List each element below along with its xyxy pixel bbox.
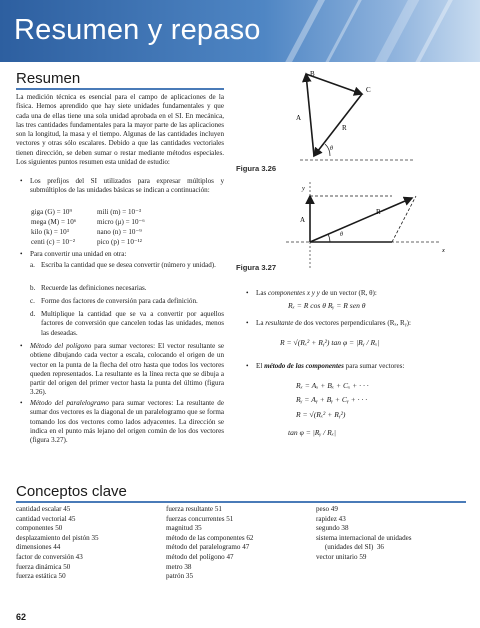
list-item: segundo 38 — [316, 524, 349, 533]
vector-r — [314, 94, 362, 156]
list-item: rapidez 43 — [316, 514, 346, 523]
step-label: b. — [30, 284, 36, 292]
section-rule — [16, 88, 224, 90]
banner-decoration — [275, 0, 332, 62]
bullet-dot: • — [246, 319, 249, 327]
list-item: factor de conversión 43 — [16, 552, 83, 561]
figure-parallelogram-method — [280, 180, 450, 270]
list-item: sistema internacional de unidades — [316, 533, 412, 542]
list-item: desplazamiento del pistón 35 — [16, 533, 99, 542]
list-item: patrón 35 — [166, 572, 193, 581]
step-c — [30, 297, 224, 306]
table-cell: kilo (k) = 10³ — [31, 228, 69, 237]
bullet-emphasis: componentes x y y — [268, 289, 320, 297]
equation-components: Rₓ = R cos θ Rᵧ = R sen θ — [288, 301, 366, 310]
vector-r — [310, 198, 412, 242]
step-text: Recuerde las definiciones necesarias. — [41, 284, 147, 292]
bullet-text: para sumar vectores: El vector resultante se obtiene dibujando cada vector a escala, colocando el origen de un vector en la punta de la flecha del otro hasta que todos los vectores queden representados. La resultante es la línea recta que se dibuja a partir del origen del primer vector hasta la punta del último (figura 3.26). — [30, 342, 225, 397]
figure-polygon-method — [280, 66, 420, 170]
label-c: C — [366, 86, 371, 94]
bullet-polygon-method — [20, 342, 224, 398]
table-cell: mega (M) = 10⁶ — [31, 218, 77, 227]
bullet-emphasis: Método del polígono — [30, 342, 92, 350]
bullet-text: para sumar vectores: — [343, 362, 405, 370]
banner-decoration — [365, 0, 425, 62]
label-r: R — [376, 208, 381, 216]
bullet-resultant — [246, 319, 466, 328]
label-theta: θ — [340, 232, 343, 238]
bullet-component-method — [246, 362, 466, 371]
equation-sum-y: Rᵧ = Aᵧ + Bᵧ + Cᵧ + · · · — [296, 395, 368, 404]
bullet-text: de un vector (R, θ): — [319, 289, 377, 297]
list-item: fuerza estática 50 — [16, 572, 66, 581]
table-cell: mili (m) = 10⁻³ — [97, 208, 141, 216]
list-item: método del paralelogramo 47 — [166, 543, 250, 552]
bullet-dot: • — [20, 342, 23, 350]
table-cell: nano (n) = 10⁻⁹ — [97, 228, 142, 237]
banner-decoration — [314, 0, 368, 62]
concept-column-3 — [316, 505, 412, 563]
equation-angle: tan φ = |Rᵧ / Rₓ| — [288, 428, 336, 437]
section-rule — [16, 501, 466, 503]
list-item: vector unitario 59 — [316, 552, 367, 561]
table-cell: centi (c) = 10⁻² — [31, 238, 75, 247]
list-item: metro 38 — [166, 562, 192, 571]
label-theta: θ — [330, 146, 333, 152]
bullet-text: de dos vectores perpendiculares (Rₓ, Rᵧ): — [293, 319, 411, 327]
concept-column-1 — [16, 505, 99, 582]
bullet-text: Las — [256, 289, 269, 297]
bullet-parallelogram-method — [20, 399, 224, 445]
list-item: fuerza resultante 51 — [166, 505, 222, 513]
list-item: componentes 50 — [16, 524, 63, 533]
bullet-text: La — [256, 319, 266, 327]
label-b: B — [310, 70, 315, 78]
bullet-dot: • — [20, 399, 23, 407]
intro-paragraph: La medición técnica es esencial para el campo de aplicaciones de la física. Hemos aprendido que hay siete unidades fundamentales y que cada una de ellas tiene una sola unidad aprobada en el SI. En mecánica, las tres cantidades fundamentales para la mayor parte de las aplicaciones son la longitud, la masa y el tiempo. Algunas de las cantidades incluyen vectores y otras sólo escalares. Debido a que las cantidades vectoriales tienen dirección, se deben sumar o restar mediante métodos especiales. Los siguientes puntos resumen esta unidad de estudio: — [16, 93, 224, 167]
concept-column-2 — [166, 505, 253, 582]
label-r: R — [342, 124, 347, 132]
vector-a — [306, 74, 314, 156]
list-item: cantidad vectorial 45 — [16, 514, 76, 523]
bullet-dot: • — [246, 362, 249, 370]
angle-arc — [328, 234, 330, 242]
list-item: método del polígono 47 — [166, 552, 234, 561]
parallel-a — [392, 196, 416, 242]
banner-title: Resumen y repaso — [14, 14, 261, 46]
table-row — [28, 218, 160, 228]
table-row — [28, 208, 160, 218]
table-cell: giga (G) = 10⁹ — [31, 208, 72, 216]
label-a: A — [300, 216, 306, 224]
bullet-dot: • — [246, 289, 249, 297]
list-item: método de las componentes 62 — [166, 533, 254, 542]
bullet-dot: • — [20, 250, 23, 258]
bullet-emphasis: Método del paralelogramo — [30, 399, 109, 407]
section-heading-conceptos: Conceptos clave — [16, 483, 127, 500]
list-item: magnitud 35 — [166, 524, 202, 533]
figure-caption-3-26: Figura 3.26 — [236, 164, 277, 173]
equation-sum-x: Rₓ = Aₓ + Bₓ + Cₓ + · · · — [296, 381, 369, 390]
bullet-text: para sumar vectores: La resultante de sumar dos vectores es la diagonal de un paralelogramo que se forma tomando los dos vectores como lados adyacentes. La dirección se indica en el punto más lejano del origen común de los dos vectores (figura 3.27). — [30, 399, 224, 445]
table-cell: micro (μ) = 10⁻⁶ — [97, 218, 145, 227]
bullet-dot: • — [20, 177, 23, 185]
bullet-components — [246, 289, 466, 298]
bullet-text: Los prefijos del SI utilizados para expresar múltiplos y submúltiplos de las unidades básicas se indican a continuación: — [30, 177, 224, 195]
equation-magnitude: R = √(Rₓ² + Rᵧ²) — [296, 410, 346, 419]
list-item: peso 49 — [316, 505, 338, 513]
bullet-text: El — [256, 362, 265, 370]
list-item: (unidades del SI) 36 — [316, 543, 384, 552]
figure-caption-3-27: Figura 3.27 — [236, 263, 277, 272]
equation-resultant: R = √(Rₓ² + Rᵧ²) tan φ = |Rᵧ / Rₓ| — [280, 338, 380, 347]
chapter-banner — [0, 0, 480, 62]
list-item: fuerzas concurrentes 51 — [166, 514, 234, 523]
step-text: Forme dos factores de conversión para cada definición. — [41, 297, 198, 305]
bullet-conversion — [20, 250, 224, 259]
step-label: d. — [30, 310, 36, 318]
step-a — [30, 261, 224, 270]
step-label: a. — [30, 261, 35, 269]
table-cell: pico (p) = 10⁻¹² — [97, 238, 142, 247]
step-text: Escriba la cantidad que se desea convertir (número y unidad). — [41, 261, 216, 269]
label-a: A — [296, 114, 302, 122]
bullet-emphasis: método de las componentes — [264, 362, 344, 370]
prefix-table — [28, 208, 160, 248]
bullet-text: Para convertir una unidad en otra: — [30, 250, 127, 258]
step-b — [30, 284, 224, 293]
bullet-emphasis: resultante — [265, 319, 294, 327]
list-item: fuerza dinámica 50 — [16, 562, 71, 571]
label-y: y — [302, 185, 305, 192]
step-d — [30, 310, 224, 338]
page-number: 62 — [16, 612, 27, 622]
label-x: x — [442, 247, 445, 254]
list-item: dimensiones 44 — [16, 543, 61, 552]
table-row — [28, 228, 160, 238]
step-text: Multiplique la cantidad que se va a convertir por aquellos factores de conversión que cancelen todas las unidades, menos las deseadas. — [41, 310, 224, 337]
section-heading-resumen: Resumen — [16, 70, 81, 87]
bullet-prefixes — [20, 177, 224, 196]
table-row — [28, 238, 160, 248]
list-item: cantidad escalar 45 — [16, 505, 71, 513]
step-label: c. — [30, 297, 35, 305]
